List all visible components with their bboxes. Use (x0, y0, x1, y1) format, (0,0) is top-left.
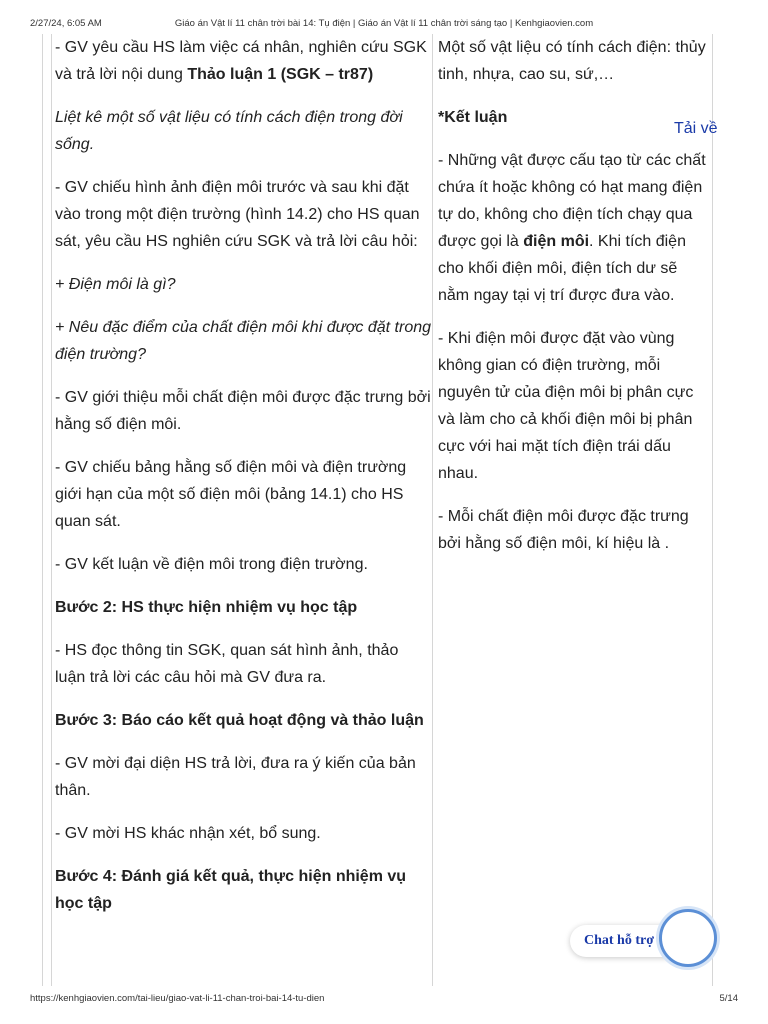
paragraph (438, 147, 710, 309)
paragraph: - GV mời HS khác nhận xét, bổ sung. (55, 825, 321, 842)
paragraph (55, 34, 433, 88)
question-item: + Điện môi là gì? (55, 276, 176, 293)
table-border (42, 34, 43, 986)
paragraph: - GV chiếu bảng hằng số điện môi và điện trường giới hạn của một số điện môi (bảng 14.1) cho HS quan sát. (55, 459, 407, 530)
paragraph-text: - Những vật được cấu tạo từ các chất chứa ít hoặc không có hạt mang điện tự do, không cho điện tích chạy qua được gọi là (438, 152, 706, 250)
question-item: + Nêu đặc điểm của chất điện môi khi được đặt trong điện trường? (55, 319, 432, 363)
table-border (51, 34, 52, 986)
step-heading: Bước 2: HS thực hiện nhiệm vụ học tập (55, 599, 358, 616)
chat-support-label: Chat hỗ trợ (584, 933, 654, 948)
paragraph: - Mỗi chất điện môi được đặc trưng bởi hằng số điện môi, kí hiệu là . (438, 508, 689, 552)
expected-outcome-column (438, 34, 710, 573)
teacher-activity-column (55, 34, 433, 933)
paragraph: - GV mời đại diện HS trả lời, đưa ra ý kiến của bản thân. (55, 755, 416, 799)
paragraph-text: - GV yêu cầu HS làm việc cá nhân, nghiên cứu SGK và trả lời nội dung (55, 39, 427, 83)
print-header (30, 18, 738, 32)
paragraph: - GV giới thiệu mỗi chất điện môi được đặc trưng bởi hằng số điện môi. (55, 389, 431, 433)
print-footer (30, 993, 738, 1007)
table-border (712, 34, 713, 986)
paragraph: - HS đọc thông tin SGK, quan sát hình ảnh, thảo luận trả lời các câu hỏi mà GV đưa ra. (55, 642, 399, 686)
paragraph-text: . Khi tích điện cho khối điện môi, điện tích dư sẽ nằm ngay tại vị trí được đưa vào. (438, 233, 686, 304)
discussion-reference: Thảo luận 1 (SGK – tr87) (187, 66, 374, 83)
paragraph: - GV chiếu hình ảnh điện môi trước và sau khi đặt vào trong một điện trường (hình 14.2) cho HS quan sát, yêu cầu HS nghiên cứu SGK và trả lời câu hỏi: (55, 179, 420, 250)
step-heading: Bước 3: Báo cáo kết quả hoạt động và thảo luận (55, 712, 424, 729)
chat-bubble-icon[interactable] (659, 909, 717, 967)
page-number: 5/14 (719, 993, 738, 1004)
paragraph: - GV kết luận về điện môi trong điện trường. (55, 556, 368, 573)
step-heading: Bước 4: Đánh giá kết quả, thực hiện nhiệm vụ học tập (55, 868, 407, 912)
print-url: https://kenhgiaovien.com/tai-lieu/giao-vat-li-11-chan-troi-bai-14-tu-dien (30, 993, 325, 1004)
paragraph-question: Liệt kê một số vật liệu có tính cách điện trong đời sống. (55, 109, 403, 153)
key-term: điện môi (523, 233, 590, 250)
download-link[interactable]: Tải về (674, 120, 718, 137)
print-date: 2/27/24, 6:05 AM (30, 18, 102, 29)
paragraph: Một số vật liệu có tính cách điện: thủy tinh, nhựa, cao su, sứ,… (438, 39, 706, 83)
print-page-title: Giáo án Vật lí 11 chân trời bài 14: Tụ điện | Giáo án Vật lí 11 chân trời sáng tạo | Kenhgiaovien.com (174, 18, 594, 29)
conclusion-heading: *Kết luận (438, 109, 508, 126)
paragraph: - Khi điện môi được đặt vào vùng không gian có điện trường, mỗi nguyên tử của điện môi bị phân cực và làm cho cả khối điện môi bị phân cực với hai mặt tích điện trái dấu nhau. (438, 330, 694, 482)
